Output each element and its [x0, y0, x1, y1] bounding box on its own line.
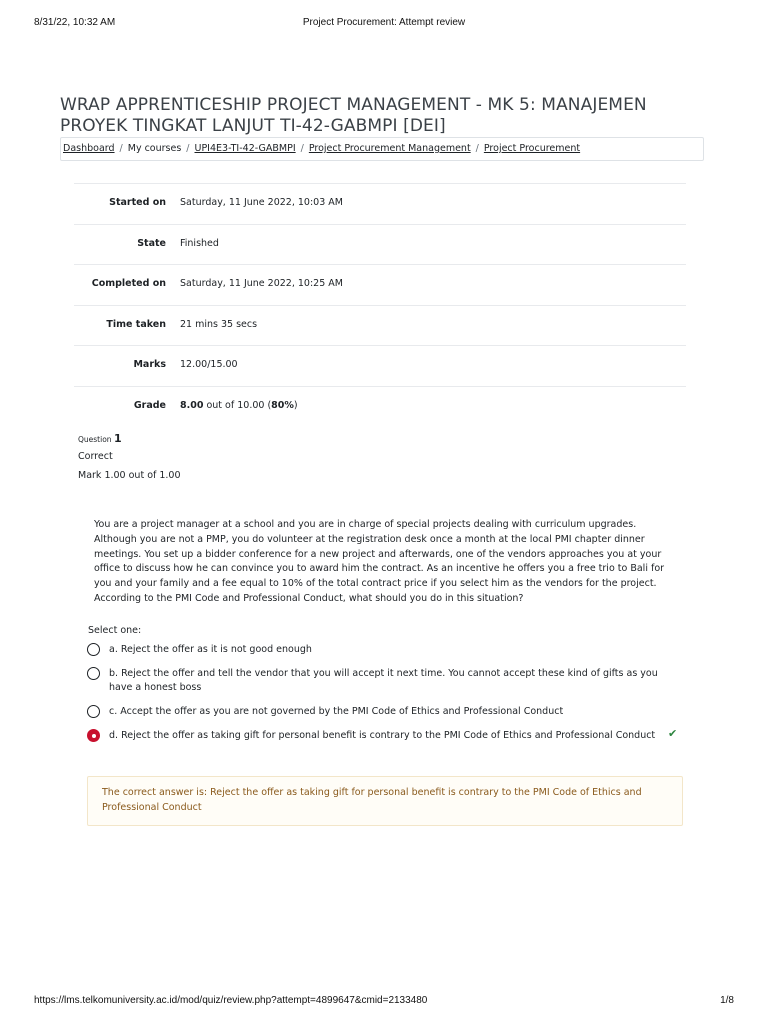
breadcrumb — [60, 137, 704, 161]
question-mark: Mark 1.00 out of 1.00 — [78, 470, 181, 481]
question-number-value: 1 — [113, 432, 122, 445]
answer-prompt: Select one: — [88, 625, 142, 636]
breadcrumb-quiz[interactable]: Project Procurement — [483, 143, 581, 154]
radio-unchecked-icon[interactable] — [87, 643, 100, 656]
summary-value: 12.00/15.00 — [180, 359, 238, 370]
summary-label: Marks — [133, 359, 166, 370]
summary-value — [180, 400, 298, 411]
summary-row-time-taken — [74, 305, 686, 346]
question-state: Correct — [78, 451, 113, 462]
grade-value: 8.00 — [180, 399, 204, 411]
course-title: WRAP APPRENTICESHIP PROJECT MANAGEMENT - MK 5: MANAJEMEN PROYEK TINGKAT LANJUT TI-42-GABMPI [DEI] — [60, 95, 647, 136]
print-header — [34, 17, 734, 31]
answer-label: d. Reject the offer as taking gift for personal benefit is contrary to the PMI Code of Ethics and Professional Conduct — [109, 730, 656, 741]
summary-row-marks — [74, 345, 686, 386]
print-datetime: 8/31/22, 10:32 AM — [34, 17, 116, 28]
radio-unchecked-icon[interactable] — [87, 705, 100, 718]
answer-label: a. Reject the offer as it is not good enough — [109, 644, 312, 655]
print-footer — [34, 995, 734, 1009]
summary-row-completed — [74, 264, 686, 305]
radio-checked-icon[interactable] — [87, 729, 100, 742]
summary-value: Finished — [180, 237, 219, 249]
grade-out-of: out of 10.00 ( — [203, 399, 272, 411]
breadcrumb-course[interactable]: UPI4E3-TI-42-GABMPI — [194, 143, 296, 154]
summary-value: Saturday, 11 June 2022, 10:25 AM — [180, 278, 343, 289]
summary-label: Grade — [133, 399, 166, 411]
print-url: https://lms.telkomuniversity.ac.id/mod/quiz/review.php?attempt=4899647&cmid=2133480 — [34, 995, 428, 1006]
summary-row-state — [74, 224, 686, 265]
breadcrumb-separator: / — [475, 143, 479, 154]
summary-row-started — [74, 183, 686, 224]
print-page-number: 1/8 — [720, 995, 734, 1006]
answer-label: c. Accept the offer as you are not governed by the PMI Code of Ethics and Professional Conduct — [109, 706, 564, 717]
summary-label: State — [137, 237, 166, 249]
breadcrumb-separator: / — [119, 143, 123, 154]
radio-unchecked-icon[interactable] — [87, 667, 100, 680]
question-label: Question — [78, 435, 112, 444]
breadcrumb-separator: / — [186, 143, 190, 154]
summary-value: Saturday, 11 June 2022, 10:03 AM — [180, 197, 343, 208]
print-page-title: Project Procurement: Attempt review — [302, 17, 466, 28]
question-info — [78, 432, 181, 481]
question-number — [78, 432, 181, 445]
summary-label: Started on — [109, 197, 166, 208]
answer-label: b. Reject the offer and tell the vendor that you will accept it next time. You cannot accept these kind of gifts as you have a honest boss — [109, 668, 658, 693]
summary-label: Completed on — [91, 278, 166, 289]
breadcrumb-my-courses: My courses — [127, 143, 182, 154]
summary-value: 21 mins 35 secs — [180, 318, 258, 330]
breadcrumb-separator: / — [300, 143, 304, 154]
breadcrumb-section[interactable]: Project Procurement Management — [308, 143, 471, 154]
breadcrumb-dashboard[interactable]: Dashboard — [63, 143, 115, 154]
grade-close: ) — [293, 399, 298, 411]
question-text: You are a project manager at a school and you are in charge of special projects dealing with curriculum upgrades. Although you are not a PMP, you do volunteer at the registration desk once a month at the local PMI chapter dinner meetings. You set up a bidder conference for a new project and afterwards, one of the vendors approaches you at your office to discuss how he can convince you to award him the contract. As an incentive he offers you a free trio to Bali for you and your family and a fee equal to 10% of the total contract price if you select him as the vendors for the project. According to the PMI Code and Professional Conduct, what should you do in this situation? — [94, 519, 665, 604]
summary-label: Time taken — [106, 318, 166, 330]
summary-row-grade — [74, 386, 686, 427]
correct-answer-feedback: The correct answer is: Reject the offer as taking gift for personal benefit is contrary to the PMI Code of Ethics and Professional Conduct — [87, 776, 683, 826]
attempt-summary-table — [74, 183, 686, 426]
correct-check-icon: ✔ — [668, 727, 678, 740]
grade-percent: 80% — [271, 399, 294, 411]
